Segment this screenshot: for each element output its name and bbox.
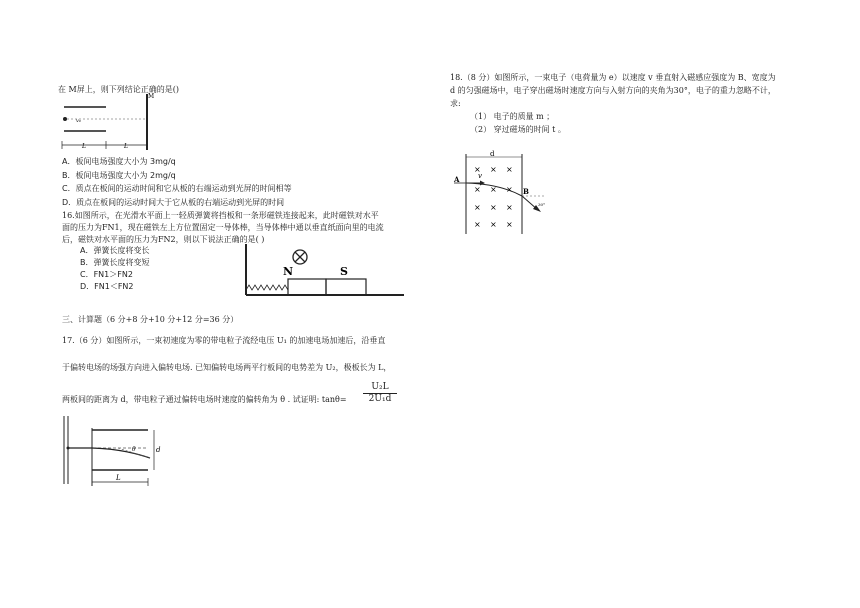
q15-option-b: B．板间电场强度大小为 2mg/q (62, 171, 176, 180)
theta-label: θ (132, 446, 136, 453)
field-cross-2: × (490, 165, 497, 174)
angle-label: 30° (538, 202, 546, 207)
q15-option-a: A．板间电场强度大小为 3mg/q (62, 157, 176, 166)
gap-label-d: d (156, 446, 161, 454)
q18-line-1: 18.（8 分）如图所示，一束电子（电荷量为 e）以速度 v 垂直射入磁感应强度为 B、宽度为 (450, 73, 776, 82)
plate-length-label: L (116, 474, 121, 482)
q16-line-3: 后，磁铁对水平面的压力为FN2，则以下说法正确的是( ) (62, 235, 265, 244)
screen-label-m: M (148, 93, 155, 100)
field-cross-10: × (474, 220, 481, 229)
formula-denominator: 2U₁d (368, 394, 392, 404)
field-cross-12: × (506, 220, 513, 229)
figure-q16 (238, 244, 408, 304)
pole-label-s: S (340, 265, 348, 278)
field-cross-7: × (474, 203, 481, 212)
q15-option-d: D．质点在板间的运动时间大于它从板的右端运动到光屏的时间 (62, 198, 285, 207)
q18-sub-2: （2） 穿过磁场的时间 t 。 (470, 125, 566, 134)
field-cross-5: × (490, 185, 497, 194)
q16-option-b: B．弹簧长度将变短 (80, 258, 150, 267)
q18-line-2: d 的匀强磁场中，电子穿出磁场时速度方向与入射方向的夹角为30°，电子的重力忽略不计， (450, 86, 776, 95)
field-cross-3: × (506, 165, 513, 174)
point-label-a: A (454, 175, 460, 184)
q16-option-d: D．FN1＜FN2 (80, 282, 134, 291)
q18-sub-1: （1） 电子的质量 m ； (470, 112, 555, 121)
velocity-label: v₀ (76, 118, 81, 124)
figure-q18 (452, 150, 562, 236)
field-cross-9: × (506, 203, 513, 212)
field-cross-1: × (474, 165, 481, 174)
q16-line-2: 面的压力为FN1，现在磁铁左上方位置固定一导体棒，当导体棒中通以垂直纸面向里的电流 (62, 223, 384, 232)
velocity-label-v: v (478, 172, 482, 180)
q17-line-1: 17.（6 分）如图所示，一束初速度为零的带电粒子流经电压 U₁ 的加速电场加速后，沿垂直 (62, 336, 386, 345)
formula-numerator: U₂L (363, 382, 397, 394)
q16-line-1: 16.如图所示，在光滑水平面上一轻质弹簧将挡板和一条形磁铁连接起来，此时磁铁对水平 (62, 211, 379, 220)
width-label-d: d (490, 150, 495, 158)
field-cross-6: × (506, 185, 513, 194)
q15-tail: 在 M屏上，则下列结论正确的是() (58, 85, 179, 94)
field-cross-8: × (490, 203, 497, 212)
length-label-1: L (82, 143, 86, 150)
point-label-b: B (523, 187, 529, 196)
section-3-heading: 三、计算题（6 分+8 分+10 分+12 分=36 分） (62, 315, 239, 324)
figure-q15 (60, 92, 170, 152)
q16-option-a: A．弹簧长度将变长 (80, 246, 150, 255)
field-cross-11: × (490, 220, 497, 229)
field-cross-4: × (474, 185, 481, 194)
figure-q17 (62, 414, 182, 494)
q16-option-c: C．FN1＞FN2 (80, 270, 133, 279)
length-label-2: L (124, 143, 128, 150)
pole-label-n: N (283, 265, 294, 278)
tan-theta-formula (363, 382, 397, 404)
q17-line-2: 于偏转电场的场强方向进入偏转电场. 已知偏转电场两平行板间的电势差为 U₂，极板长为 L， (62, 363, 392, 372)
q17-line-3: 两板间的距离为 d，带电粒子通过偏转电场时速度的偏转角为 θ . 试证明: tanθ= (62, 395, 347, 404)
q18-line-3: 求: (450, 99, 461, 108)
q15-option-c: C．质点在板间的运动时间和它从板的右端运动到光屏的时间相等 (62, 184, 292, 193)
